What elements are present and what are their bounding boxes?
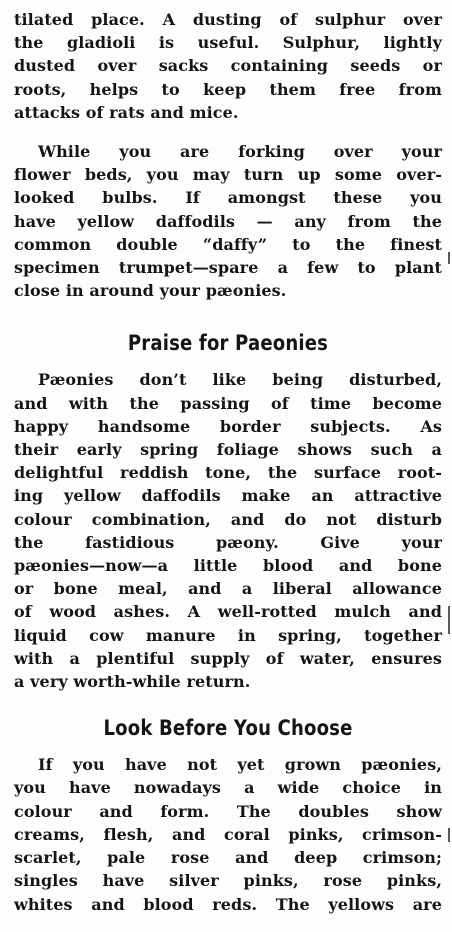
text-line: If you have not yet grown pæonies, <box>38 755 442 775</box>
text-line: scarlet, pale rose and deep crimson; <box>14 848 442 868</box>
paragraph-choice <box>14 753 442 915</box>
text-line: attacks of rats and mice. <box>14 102 239 122</box>
text-line: pæonies—now—a little blood and bone <box>14 556 442 576</box>
column-rule-mark <box>448 252 450 264</box>
text-line: happy handsome border subjects. As <box>14 416 442 436</box>
text-line: whites and blood reds. The yellows are <box>14 894 442 914</box>
text-line: While you are forking over your <box>38 142 442 162</box>
text-column <box>14 2 442 916</box>
text-line: roots, helps to keep them free from <box>14 79 442 99</box>
paragraph-sulphur <box>14 8 442 124</box>
text-line: delightful reddish tone, the surface root- <box>14 463 442 483</box>
text-line: looked bulbs. If amongst these you <box>14 188 442 208</box>
section-heading-look-before: Look Before You Choose <box>103 716 353 741</box>
text-line: flower beds, you may turn up some over- <box>14 165 442 185</box>
text-line: ing yellow daffodils make an attractive <box>14 486 442 506</box>
text-line: with a plentiful supply of water, ensures <box>14 648 442 668</box>
text-line: common double “daffy” to the finest <box>14 234 442 254</box>
text-line: specimen trumpet—spare a few to plant <box>14 258 442 278</box>
text-line: of wood ashes. A well-rotted mulch and <box>14 602 442 622</box>
text-line: or bone meal, and a liberal allowance <box>14 579 442 599</box>
text-line: have yellow daffodils — any from the <box>14 211 442 231</box>
column-rule-mark <box>448 606 450 634</box>
text-line: creams, flesh, and coral pinks, crimson- <box>14 824 442 844</box>
column-rule-mark <box>448 828 450 842</box>
text-line: a very worth-while return. <box>14 672 251 692</box>
text-line: close in around your pæonies. <box>14 281 287 301</box>
text-line: colour and form. The doubles show <box>14 801 442 821</box>
text-line: colour combination, and do not disturb <box>14 509 442 529</box>
text-line: Pæonies don’t like being disturbed, <box>38 370 442 390</box>
paragraph-daffodils <box>14 140 442 302</box>
text-line: tilated place. A dusting of sulphur over <box>14 10 442 29</box>
text-line: dusted over sacks containing seeds or <box>14 56 442 76</box>
text-line: their early spring foliage shows such a <box>14 440 442 460</box>
text-line: you have nowadays a wide choice in <box>14 778 442 798</box>
paragraph-paeonies <box>14 368 442 693</box>
text-line: the fastidious pæony. Give your <box>14 532 442 552</box>
text-line: singles have silver pinks, rose pinks, <box>14 871 442 891</box>
text-line: and with the passing of time become <box>14 393 442 413</box>
section-heading-praise: Praise for Paeonies <box>127 331 329 356</box>
text-line: the gladioli is useful. Sulphur, lightly <box>14 33 442 53</box>
text-line: liquid cow manure in spring, together <box>14 625 442 645</box>
